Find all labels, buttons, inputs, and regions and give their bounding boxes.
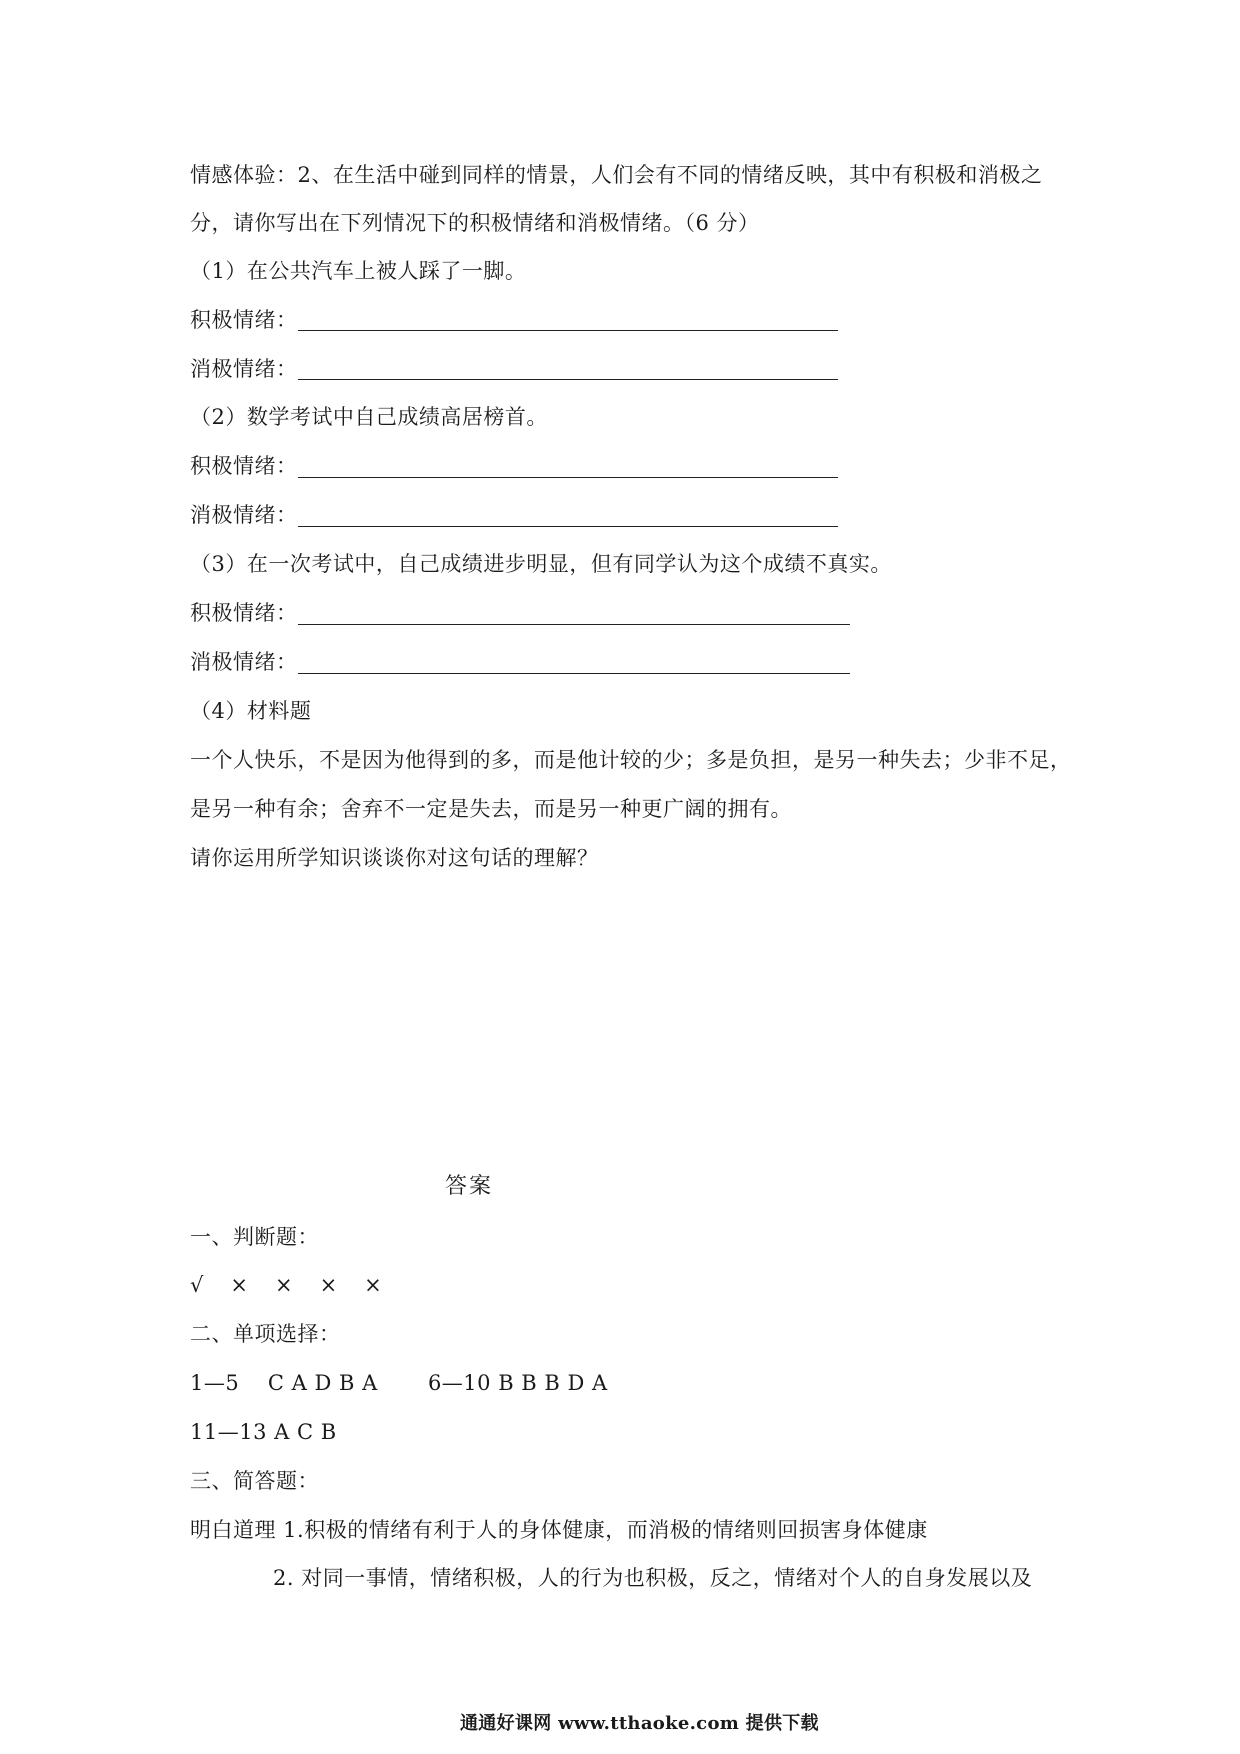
- answers-section-2-line-1: 1—5 C A D B A 6—10 B B B D A: [190, 1371, 608, 1395]
- item-2-negative-label: 消极情绪：: [190, 503, 298, 527]
- answers-section-3-line-1: 明白道理 1.积极的情绪有利于人的身体健康，而消极的情绪则回损害身体健康: [190, 1518, 928, 1542]
- answers-title: 答案: [445, 1174, 494, 1199]
- item-1-positive-answer-line[interactable]: [298, 330, 838, 331]
- item-1-prompt: （1）在公共汽车上被人踩了一脚。: [190, 259, 527, 283]
- item-2-prompt: （2）数学考试中自己成绩高居榜首。: [190, 405, 548, 429]
- item-2-negative-answer-line[interactable]: [298, 526, 838, 527]
- question-intro-line-1: 情感体验：2、在生活中碰到同样的情景，人们会有不同的情绪反映，其中有积极和消极之: [190, 163, 1043, 187]
- question-intro-line-2: 分，请你写出在下列情况下的积极情绪和消极情绪。（6 分）: [190, 211, 760, 235]
- material-text-line-2: 是另一种有余；舍弃不一定是失去，而是另一种更广阔的拥有。: [190, 797, 792, 821]
- page-footer: 通通好课网 www.tthaoke.com 提供下载: [460, 1713, 819, 1734]
- item-3-negative-answer-line[interactable]: [298, 673, 850, 674]
- item-2-positive-label: 积极情绪：: [190, 454, 298, 478]
- item-3-positive-label: 积极情绪：: [190, 601, 298, 625]
- item-3-prompt: （3）在一次考试中，自己成绩进步明显，但有同学认为这个成绩不真实。: [190, 552, 892, 576]
- item-1-positive-label: 积极情绪：: [190, 308, 298, 332]
- item-3-negative-label: 消极情绪：: [190, 650, 298, 674]
- item-1-negative-label: 消极情绪：: [190, 357, 298, 381]
- item-2-positive-answer-line[interactable]: [298, 477, 838, 478]
- answers-section-1-heading: 一、判断题：: [190, 1225, 319, 1249]
- answers-section-2-heading: 二、单项选择：: [190, 1322, 341, 1346]
- item-3-positive-answer-line[interactable]: [298, 624, 850, 625]
- material-text-line-1: 一个人快乐，不是因为他得到的多，而是他计较的少；多是负担，是另一种失去；少非不足，: [190, 748, 1072, 772]
- material-ask: 请你运用所学知识谈谈你对这句话的理解？: [190, 846, 599, 870]
- material-heading: （4）材料题: [190, 699, 312, 723]
- item-1-negative-answer-line[interactable]: [298, 379, 838, 380]
- answers-section-1-values: √ × × × ×: [190, 1273, 385, 1297]
- answers-section-3-line-2: 2. 对同一事情，情绪积极，人的行为也积极，反之，情绪对个人的自身发展以及: [273, 1566, 1033, 1590]
- answers-section-3-heading: 三、简答题：: [190, 1469, 319, 1493]
- answers-section-2-line-2: 11—13 A C B: [190, 1420, 337, 1444]
